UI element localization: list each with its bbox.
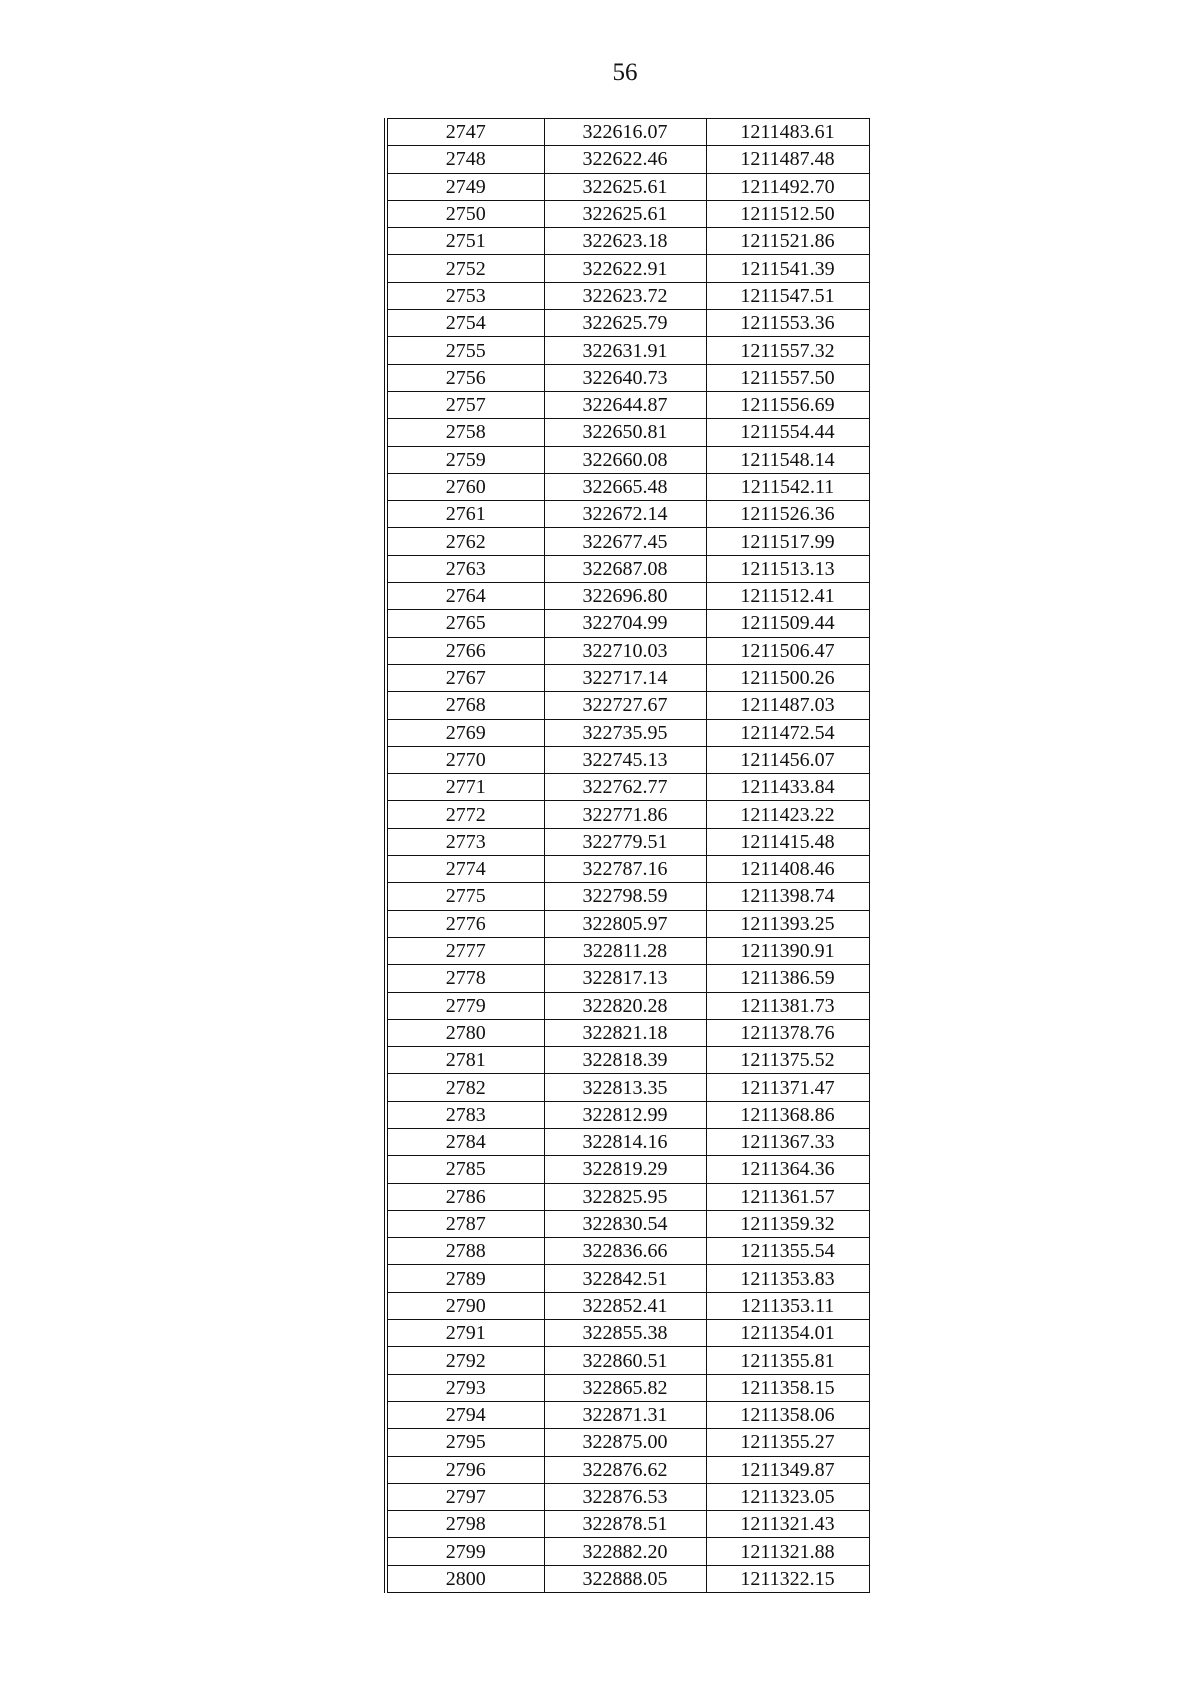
x-coordinate-cell: 322860.51 (544, 1347, 706, 1374)
point-number-cell: 2777 (386, 937, 544, 964)
table-row (386, 1483, 869, 1510)
point-number-cell: 2752 (386, 255, 544, 282)
table-row (386, 1156, 869, 1183)
table-row (386, 473, 869, 500)
x-coordinate-cell: 322830.54 (544, 1210, 706, 1237)
x-coordinate-cell: 322710.03 (544, 637, 706, 664)
table-row (386, 173, 869, 200)
y-coordinate-cell: 1211526.36 (706, 501, 869, 528)
x-coordinate-cell: 322865.82 (544, 1374, 706, 1401)
point-number-cell: 2772 (386, 801, 544, 828)
x-coordinate-cell: 322623.72 (544, 282, 706, 309)
x-coordinate-cell: 322696.80 (544, 583, 706, 610)
coordinates-table-body (386, 119, 869, 1593)
x-coordinate-cell: 322735.95 (544, 719, 706, 746)
y-coordinate-cell: 1211349.87 (706, 1456, 869, 1483)
table-row (386, 774, 869, 801)
table-row (386, 746, 869, 773)
table-row (386, 419, 869, 446)
x-coordinate-cell: 322623.18 (544, 228, 706, 255)
y-coordinate-cell: 1211492.70 (706, 173, 869, 200)
y-coordinate-cell: 1211487.48 (706, 146, 869, 173)
point-number-cell: 2748 (386, 146, 544, 173)
point-number-cell: 2754 (386, 310, 544, 337)
table-row (386, 364, 869, 391)
table-row (386, 1210, 869, 1237)
x-coordinate-cell: 322875.00 (544, 1429, 706, 1456)
y-coordinate-cell: 1211322.15 (706, 1565, 869, 1592)
table-row (386, 282, 869, 309)
table-row (386, 1565, 869, 1592)
y-coordinate-cell: 1211390.91 (706, 937, 869, 964)
point-number-cell: 2796 (386, 1456, 544, 1483)
page-number: 56 (612, 59, 638, 86)
point-number-cell: 2798 (386, 1511, 544, 1538)
point-number-cell: 2749 (386, 173, 544, 200)
table-row (386, 255, 869, 282)
point-number-cell: 2750 (386, 200, 544, 227)
x-coordinate-cell: 322798.59 (544, 883, 706, 910)
x-coordinate-cell: 322704.99 (544, 610, 706, 637)
x-coordinate-cell: 322819.29 (544, 1156, 706, 1183)
x-coordinate-cell: 322888.05 (544, 1565, 706, 1592)
y-coordinate-cell: 1211355.54 (706, 1238, 869, 1265)
y-coordinate-cell: 1211353.11 (706, 1292, 869, 1319)
point-number-cell: 2782 (386, 1074, 544, 1101)
x-coordinate-cell: 322644.87 (544, 391, 706, 418)
x-coordinate-cell: 322625.61 (544, 173, 706, 200)
table-row (386, 856, 869, 883)
point-number-cell: 2792 (386, 1347, 544, 1374)
x-coordinate-cell: 322805.97 (544, 910, 706, 937)
point-number-cell: 2800 (386, 1565, 544, 1592)
point-number-cell: 2763 (386, 555, 544, 582)
table-row (386, 528, 869, 555)
x-coordinate-cell: 322813.35 (544, 1074, 706, 1101)
x-coordinate-cell: 322871.31 (544, 1401, 706, 1428)
x-coordinate-cell: 322771.86 (544, 801, 706, 828)
point-number-cell: 2747 (386, 119, 544, 146)
table-row (386, 1238, 869, 1265)
table-row (386, 1429, 869, 1456)
y-coordinate-cell: 1211506.47 (706, 637, 869, 664)
point-number-cell: 2790 (386, 1292, 544, 1319)
coordinates-table (384, 118, 870, 1593)
y-coordinate-cell: 1211423.22 (706, 801, 869, 828)
x-coordinate-cell: 322811.28 (544, 937, 706, 964)
table-row (386, 1101, 869, 1128)
x-coordinate-cell: 322672.14 (544, 501, 706, 528)
table-row (386, 146, 869, 173)
point-number-cell: 2778 (386, 965, 544, 992)
y-coordinate-cell: 1211541.39 (706, 255, 869, 282)
point-number-cell: 2784 (386, 1128, 544, 1155)
table-row (386, 1265, 869, 1292)
x-coordinate-cell: 322812.99 (544, 1101, 706, 1128)
point-number-cell: 2791 (386, 1320, 544, 1347)
point-number-cell: 2753 (386, 282, 544, 309)
point-number-cell: 2766 (386, 637, 544, 664)
table-row (386, 1074, 869, 1101)
y-coordinate-cell: 1211364.36 (706, 1156, 869, 1183)
y-coordinate-cell: 1211547.51 (706, 282, 869, 309)
point-number-cell: 2789 (386, 1265, 544, 1292)
x-coordinate-cell: 322855.38 (544, 1320, 706, 1347)
y-coordinate-cell: 1211521.86 (706, 228, 869, 255)
y-coordinate-cell: 1211557.32 (706, 337, 869, 364)
x-coordinate-cell: 322876.62 (544, 1456, 706, 1483)
point-number-cell: 2761 (386, 501, 544, 528)
y-coordinate-cell: 1211381.73 (706, 992, 869, 1019)
x-coordinate-cell: 322622.91 (544, 255, 706, 282)
point-number-cell: 2762 (386, 528, 544, 555)
point-number-cell: 2776 (386, 910, 544, 937)
point-number-cell: 2770 (386, 746, 544, 773)
point-number-cell: 2793 (386, 1374, 544, 1401)
table-row (386, 501, 869, 528)
y-coordinate-cell: 1211361.57 (706, 1183, 869, 1210)
point-number-cell: 2771 (386, 774, 544, 801)
table-row (386, 1047, 869, 1074)
y-coordinate-cell: 1211556.69 (706, 391, 869, 418)
y-coordinate-cell: 1211355.81 (706, 1347, 869, 1374)
point-number-cell: 2756 (386, 364, 544, 391)
point-number-cell: 2757 (386, 391, 544, 418)
x-coordinate-cell: 322762.77 (544, 774, 706, 801)
point-number-cell: 2765 (386, 610, 544, 637)
y-coordinate-cell: 1211433.84 (706, 774, 869, 801)
table-row (386, 937, 869, 964)
table-row (386, 719, 869, 746)
table-row (386, 692, 869, 719)
y-coordinate-cell: 1211509.44 (706, 610, 869, 637)
y-coordinate-cell: 1211321.88 (706, 1538, 869, 1565)
point-number-cell: 2764 (386, 583, 544, 610)
table-row (386, 801, 869, 828)
table-row (386, 119, 869, 146)
table-row (386, 1320, 869, 1347)
table-row (386, 1538, 869, 1565)
point-number-cell: 2767 (386, 664, 544, 691)
y-coordinate-cell: 1211472.54 (706, 719, 869, 746)
y-coordinate-cell: 1211553.36 (706, 310, 869, 337)
y-coordinate-cell: 1211512.41 (706, 583, 869, 610)
x-coordinate-cell: 322818.39 (544, 1047, 706, 1074)
table-row (386, 337, 869, 364)
y-coordinate-cell: 1211367.33 (706, 1128, 869, 1155)
y-coordinate-cell: 1211321.43 (706, 1511, 869, 1538)
y-coordinate-cell: 1211512.50 (706, 200, 869, 227)
point-number-cell: 2755 (386, 337, 544, 364)
y-coordinate-cell: 1211358.15 (706, 1374, 869, 1401)
y-coordinate-cell: 1211358.06 (706, 1401, 869, 1428)
y-coordinate-cell: 1211323.05 (706, 1483, 869, 1510)
table-row (386, 1347, 869, 1374)
x-coordinate-cell: 322852.41 (544, 1292, 706, 1319)
y-coordinate-cell: 1211415.48 (706, 828, 869, 855)
table-row (386, 1128, 869, 1155)
point-number-cell: 2760 (386, 473, 544, 500)
y-coordinate-cell: 1211378.76 (706, 1019, 869, 1046)
x-coordinate-cell: 322660.08 (544, 446, 706, 473)
x-coordinate-cell: 322727.67 (544, 692, 706, 719)
table-row (386, 555, 869, 582)
y-coordinate-cell: 1211542.11 (706, 473, 869, 500)
y-coordinate-cell: 1211500.26 (706, 664, 869, 691)
x-coordinate-cell: 322882.20 (544, 1538, 706, 1565)
y-coordinate-cell: 1211487.03 (706, 692, 869, 719)
point-number-cell: 2786 (386, 1183, 544, 1210)
point-number-cell: 2788 (386, 1238, 544, 1265)
point-number-cell: 2797 (386, 1483, 544, 1510)
table-row (386, 446, 869, 473)
x-coordinate-cell: 322820.28 (544, 992, 706, 1019)
x-coordinate-cell: 322677.45 (544, 528, 706, 555)
x-coordinate-cell: 322876.53 (544, 1483, 706, 1510)
point-number-cell: 2769 (386, 719, 544, 746)
y-coordinate-cell: 1211359.32 (706, 1210, 869, 1237)
y-coordinate-cell: 1211393.25 (706, 910, 869, 937)
x-coordinate-cell: 322878.51 (544, 1511, 706, 1538)
x-coordinate-cell: 322640.73 (544, 364, 706, 391)
x-coordinate-cell: 322631.91 (544, 337, 706, 364)
table-row (386, 1374, 869, 1401)
table-row (386, 200, 869, 227)
table-row (386, 828, 869, 855)
table-row (386, 1019, 869, 1046)
point-number-cell: 2774 (386, 856, 544, 883)
x-coordinate-cell: 322717.14 (544, 664, 706, 691)
y-coordinate-cell: 1211375.52 (706, 1047, 869, 1074)
table-row (386, 583, 869, 610)
y-coordinate-cell: 1211557.50 (706, 364, 869, 391)
point-number-cell: 2773 (386, 828, 544, 855)
x-coordinate-cell: 322665.48 (544, 473, 706, 500)
point-number-cell: 2758 (386, 419, 544, 446)
y-coordinate-cell: 1211368.86 (706, 1101, 869, 1128)
y-coordinate-cell: 1211456.07 (706, 746, 869, 773)
point-number-cell: 2780 (386, 1019, 544, 1046)
table-row (386, 1511, 869, 1538)
point-number-cell: 2759 (386, 446, 544, 473)
table-row (386, 637, 869, 664)
y-coordinate-cell: 1211398.74 (706, 883, 869, 910)
point-number-cell: 2783 (386, 1101, 544, 1128)
point-number-cell: 2787 (386, 1210, 544, 1237)
table-row (386, 1183, 869, 1210)
x-coordinate-cell: 322745.13 (544, 746, 706, 773)
y-coordinate-cell: 1211355.27 (706, 1429, 869, 1456)
y-coordinate-cell: 1211548.14 (706, 446, 869, 473)
x-coordinate-cell: 322814.16 (544, 1128, 706, 1155)
table-row (386, 391, 869, 418)
y-coordinate-cell: 1211408.46 (706, 856, 869, 883)
x-coordinate-cell: 322622.46 (544, 146, 706, 173)
table-row (386, 228, 869, 255)
x-coordinate-cell: 322825.95 (544, 1183, 706, 1210)
y-coordinate-cell: 1211513.13 (706, 555, 869, 582)
y-coordinate-cell: 1211353.83 (706, 1265, 869, 1292)
x-coordinate-cell: 322842.51 (544, 1265, 706, 1292)
point-number-cell: 2795 (386, 1429, 544, 1456)
x-coordinate-cell: 322817.13 (544, 965, 706, 992)
x-coordinate-cell: 322650.81 (544, 419, 706, 446)
x-coordinate-cell: 322616.07 (544, 119, 706, 146)
table-row (386, 992, 869, 1019)
point-number-cell: 2768 (386, 692, 544, 719)
point-number-cell: 2799 (386, 1538, 544, 1565)
table-row (386, 883, 869, 910)
x-coordinate-cell: 322625.61 (544, 200, 706, 227)
table-row (386, 610, 869, 637)
x-coordinate-cell: 322625.79 (544, 310, 706, 337)
y-coordinate-cell: 1211554.44 (706, 419, 869, 446)
y-coordinate-cell: 1211517.99 (706, 528, 869, 555)
y-coordinate-cell: 1211354.01 (706, 1320, 869, 1347)
point-number-cell: 2794 (386, 1401, 544, 1428)
x-coordinate-cell: 322687.08 (544, 555, 706, 582)
table-row (386, 1401, 869, 1428)
y-coordinate-cell: 1211371.47 (706, 1074, 869, 1101)
x-coordinate-cell: 322836.66 (544, 1238, 706, 1265)
table-row (386, 664, 869, 691)
x-coordinate-cell: 322787.16 (544, 856, 706, 883)
table-row (386, 910, 869, 937)
point-number-cell: 2751 (386, 228, 544, 255)
point-number-cell: 2775 (386, 883, 544, 910)
table-row (386, 1456, 869, 1483)
y-coordinate-cell: 1211386.59 (706, 965, 869, 992)
point-number-cell: 2779 (386, 992, 544, 1019)
x-coordinate-cell: 322779.51 (544, 828, 706, 855)
point-number-cell: 2781 (386, 1047, 544, 1074)
point-number-cell: 2785 (386, 1156, 544, 1183)
table-row (386, 310, 869, 337)
table-row (386, 965, 869, 992)
y-coordinate-cell: 1211483.61 (706, 119, 869, 146)
table-row (386, 1292, 869, 1319)
x-coordinate-cell: 322821.18 (544, 1019, 706, 1046)
